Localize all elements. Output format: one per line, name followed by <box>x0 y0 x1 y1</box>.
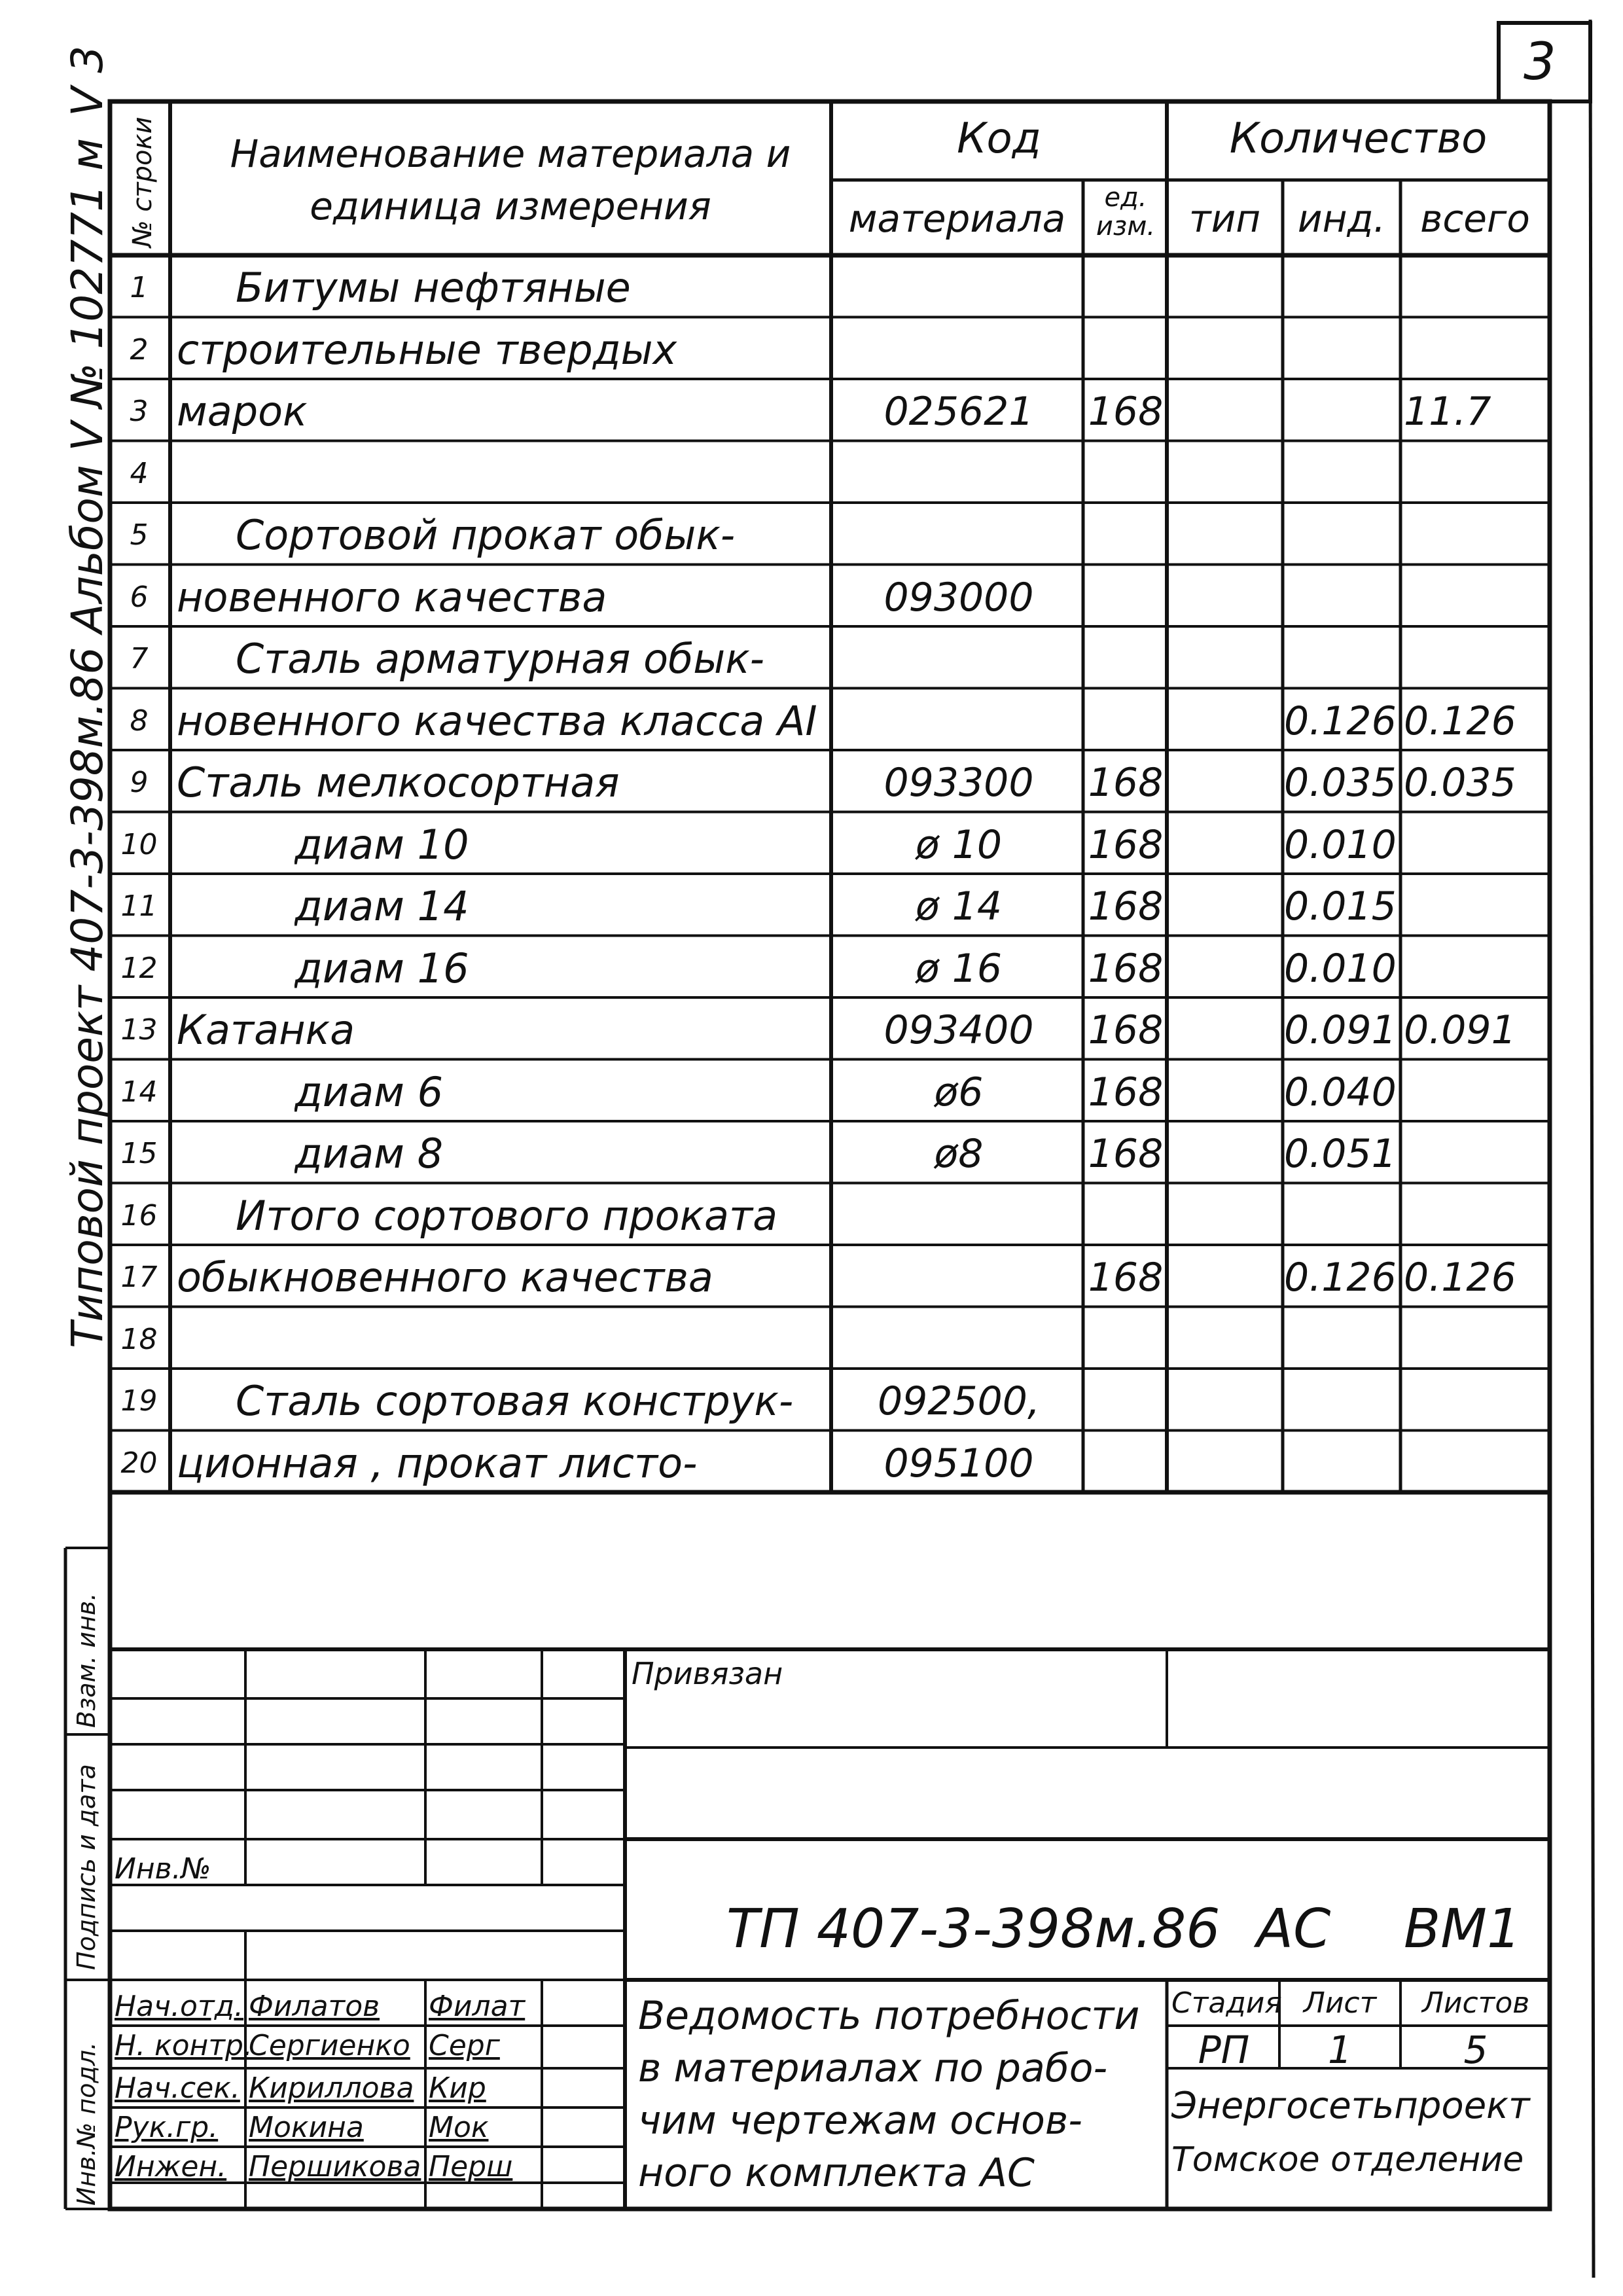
cell-total <box>1404 1189 1548 1244</box>
cell-n: 4 <box>130 456 149 490</box>
cell-unit: 168 <box>1088 389 1164 435</box>
col-header-quantity: Количество <box>1229 115 1488 163</box>
cell-name: ционная , прокат листо- <box>177 1439 698 1487</box>
cell-code <box>838 1312 1080 1368</box>
cell-type <box>1168 260 1279 316</box>
cell-code <box>838 260 1080 316</box>
cell-type <box>1168 1312 1279 1368</box>
document-code: ТП 407-3-398м.86 <box>726 1898 1221 1960</box>
cell-n: 6 <box>130 580 149 614</box>
cell-unit <box>1086 1436 1165 1492</box>
cell-type <box>1168 570 1279 626</box>
col-header-material-code: материала <box>848 196 1066 241</box>
cell-unit <box>1086 323 1165 378</box>
cell-type <box>1168 384 1279 440</box>
inv-no-label: Инв.№ <box>115 1852 211 1886</box>
cell-total <box>1404 941 1548 997</box>
cell-n: 16 <box>120 1198 158 1232</box>
cell-name: диам 14 <box>294 882 469 930</box>
cell-type <box>1168 941 1279 997</box>
cell-total <box>1404 1436 1548 1492</box>
cell-name <box>177 1312 828 1368</box>
sheets-label: Листов <box>1421 1986 1530 2020</box>
cell-ind: 0.010 <box>1284 821 1397 868</box>
col-header-code: Код <box>957 115 1041 163</box>
cell-unit <box>1086 1374 1165 1429</box>
cell-ind: 0.040 <box>1284 1069 1397 1115</box>
staff-signature: Серг <box>429 2029 500 2062</box>
cell-unit: 168 <box>1088 1007 1164 1053</box>
cell-type <box>1168 508 1279 564</box>
cell-code: 025621 <box>883 389 1034 435</box>
description-line: Ведомость потребности <box>638 1993 1140 2039</box>
cell-code <box>838 323 1080 378</box>
cell-total: 0.126 <box>1404 1255 1516 1300</box>
cell-ind: 0.035 <box>1284 760 1397 806</box>
cell-name: диам 8 <box>294 1130 444 1177</box>
organization-department: Томское отделение <box>1171 2140 1524 2179</box>
sheet-label: Лист <box>1303 1986 1377 2020</box>
organization-name: Энергосетьпроект <box>1171 2085 1530 2127</box>
cell-ind <box>1284 632 1399 687</box>
cell-total <box>1404 446 1548 502</box>
cell-name: новенного качества класса АI <box>177 696 817 745</box>
cell-code: 092500, <box>877 1378 1041 1424</box>
cell-name: новенного качества <box>177 573 607 621</box>
cell-unit: 168 <box>1088 1255 1164 1300</box>
cell-total <box>1404 1126 1548 1182</box>
cell-n: 2 <box>130 332 149 367</box>
staff-role: Н. контр. <box>115 2029 253 2062</box>
cell-type <box>1168 755 1279 811</box>
staff-name: Кириллова <box>249 2072 414 2105</box>
cell-unit: 168 <box>1088 821 1164 868</box>
cell-n: 15 <box>120 1137 158 1170</box>
cell-unit <box>1086 1189 1165 1244</box>
cell-type <box>1168 694 1279 749</box>
cell-ind: 0.091 <box>1284 1007 1397 1053</box>
cell-total: 0.091 <box>1404 1007 1516 1053</box>
staff-name: Сергиенко <box>249 2029 410 2062</box>
cell-type <box>1168 879 1279 935</box>
cell-n: 18 <box>120 1322 158 1356</box>
cell-unit <box>1086 508 1165 564</box>
col-header-unit: ед. изм. <box>1096 183 1156 242</box>
cell-name: Сталь сортовая конструк- <box>236 1377 794 1425</box>
bound-label: Привязан <box>632 1656 783 1691</box>
cell-unit: 168 <box>1088 1069 1164 1115</box>
cell-n: 5 <box>130 518 149 552</box>
cell-n: 10 <box>120 827 158 861</box>
cell-name: строительные твердых <box>177 325 677 374</box>
sheet-value: 1 <box>1328 2028 1352 2072</box>
cell-name: Итого сортового проката <box>236 1191 778 1240</box>
cell-name: Сталь мелкосортная <box>177 759 620 806</box>
cell-ind <box>1284 384 1399 440</box>
description-line: чим чертежам основ- <box>638 2098 1082 2144</box>
cell-type <box>1168 632 1279 687</box>
cell-unit <box>1086 632 1165 687</box>
staff-role: Рук.гр. <box>115 2111 219 2144</box>
staff-name: Першикова <box>249 2150 421 2183</box>
sheet-code: ВМ1 <box>1404 1898 1522 1960</box>
staff-signature: Мок <box>429 2111 489 2144</box>
cell-total <box>1404 323 1548 378</box>
cell-n: 13 <box>120 1013 158 1047</box>
stage-label: Стадия <box>1171 1986 1282 2020</box>
document-description <box>638 1990 1139 2199</box>
sign-date-label: Подпись и дата <box>72 1764 101 1970</box>
cell-code <box>838 694 1080 749</box>
staff-role: Нач.сек. <box>115 2072 240 2105</box>
cell-ind <box>1284 323 1399 378</box>
cell-total <box>1404 1374 1548 1429</box>
cell-name: Сталь арматурная обык- <box>236 635 765 683</box>
cell-ind: 0.051 <box>1284 1131 1397 1177</box>
cell-unit <box>1086 570 1165 626</box>
description-line: ного комплекта АС <box>638 2150 1035 2196</box>
page-number: 3 <box>1524 33 1556 92</box>
cell-ind <box>1284 1374 1399 1429</box>
staff-name: Мокина <box>249 2111 364 2144</box>
cell-n: 14 <box>120 1075 158 1109</box>
cell-total <box>1404 879 1548 935</box>
cell-total <box>1404 1065 1548 1121</box>
cell-name: диам 16 <box>294 944 469 992</box>
cell-code: ø 16 <box>915 945 1003 992</box>
cell-code: 095100 <box>883 1440 1034 1486</box>
cell-name: диам 10 <box>294 820 469 869</box>
cell-ind <box>1284 1436 1399 1492</box>
cell-n: 20 <box>120 1446 158 1480</box>
cell-n: 3 <box>130 395 149 428</box>
cell-unit <box>1086 694 1165 749</box>
cell-name: диам 6 <box>294 1067 444 1116</box>
cell-n: 19 <box>120 1384 158 1418</box>
inv-orig-label: Инв.№ подл. <box>72 2041 101 2206</box>
cell-ind <box>1284 1189 1399 1244</box>
staff-role: Инжен. <box>115 2150 227 2183</box>
cell-type <box>1168 323 1279 378</box>
cell-n: 9 <box>130 766 149 799</box>
cell-unit: 168 <box>1088 1131 1164 1177</box>
cell-type <box>1168 1065 1279 1121</box>
cell-total <box>1404 632 1548 687</box>
cell-unit <box>1086 260 1165 316</box>
cell-unit <box>1086 1312 1165 1368</box>
cell-name: обыкновенного качества <box>177 1253 713 1301</box>
cell-code: ø 14 <box>915 884 1003 929</box>
cell-name <box>177 446 828 502</box>
cell-name: марок <box>177 387 308 435</box>
cell-n: 17 <box>120 1261 158 1294</box>
cell-name: Сортовой прокат обык- <box>236 511 736 559</box>
cell-code <box>838 446 1080 502</box>
cell-n: 7 <box>130 642 149 675</box>
cell-code: ø 10 <box>915 821 1003 868</box>
cell-unit: 168 <box>1088 760 1164 806</box>
description-line: в материалах по рабо- <box>638 2045 1108 2091</box>
cell-n: 8 <box>130 704 149 738</box>
cell-ind <box>1284 570 1399 626</box>
cell-unit: 168 <box>1088 884 1164 929</box>
staff-signature: Перш <box>429 2150 513 2183</box>
cell-n: 11 <box>120 889 158 923</box>
staff-role: Нач.отд. <box>115 1990 243 2023</box>
side-project-label: Типовой проект 407-3-398м.86 Альбом V № 102771 м_V 3 <box>62 45 113 1348</box>
cell-ind <box>1284 446 1399 502</box>
cell-name: Катанка <box>177 1006 355 1054</box>
cell-n: 1 <box>130 271 149 304</box>
vzam-inv-label: Взам. инв. <box>72 1592 101 1728</box>
cell-code: 093400 <box>883 1007 1034 1053</box>
cell-code: 093300 <box>883 760 1034 806</box>
cell-total: 0.126 <box>1404 698 1516 744</box>
document-mark: АС <box>1257 1898 1331 1960</box>
cell-n: 12 <box>120 951 158 985</box>
cell-total <box>1404 260 1548 316</box>
cell-ind: 0.126 <box>1284 698 1397 744</box>
cell-ind: 0.015 <box>1284 884 1397 929</box>
cell-ind: 0.010 <box>1284 945 1397 992</box>
staff-signature: Кир <box>429 2072 486 2105</box>
cell-type <box>1168 1189 1279 1244</box>
cell-code: ø8 <box>934 1131 984 1177</box>
cell-ind: 0.126 <box>1284 1255 1397 1300</box>
col-header-row-no: № строки <box>128 117 158 247</box>
cell-code <box>838 508 1080 564</box>
cell-ind <box>1284 1312 1399 1368</box>
cell-type <box>1168 817 1279 873</box>
col-header-total: всего <box>1420 196 1530 241</box>
cell-total <box>1404 1312 1548 1368</box>
cell-ind <box>1284 508 1399 564</box>
cell-unit: 168 <box>1088 945 1164 992</box>
cell-code <box>838 1189 1080 1244</box>
cell-ind <box>1284 260 1399 316</box>
col-header-name: Наименование материала и единица измерения <box>230 132 791 228</box>
sheets-value: 5 <box>1463 2028 1488 2072</box>
col-header-type: тип <box>1188 196 1261 241</box>
cell-unit <box>1086 446 1165 502</box>
cell-code <box>838 632 1080 687</box>
cell-type <box>1168 1436 1279 1492</box>
staff-name: Филатов <box>249 1990 380 2023</box>
cell-code: ø6 <box>934 1069 984 1115</box>
stage-value: РП <box>1198 2028 1250 2072</box>
cell-total: 11.7 <box>1404 389 1491 435</box>
cell-name: Битумы нефтяные <box>236 264 631 312</box>
staff-signature: Филат <box>429 1990 526 2023</box>
cell-total <box>1404 817 1548 873</box>
cell-code: 093000 <box>883 574 1034 620</box>
col-header-ind: инд. <box>1297 196 1386 241</box>
cell-type <box>1168 446 1279 502</box>
cell-type <box>1168 1250 1279 1306</box>
cell-total <box>1404 570 1548 626</box>
cell-total <box>1404 508 1548 564</box>
cell-total: 0.035 <box>1404 760 1516 806</box>
cell-type <box>1168 1126 1279 1182</box>
cell-code <box>838 1250 1080 1306</box>
cell-type <box>1168 1003 1279 1058</box>
cell-type <box>1168 1374 1279 1429</box>
